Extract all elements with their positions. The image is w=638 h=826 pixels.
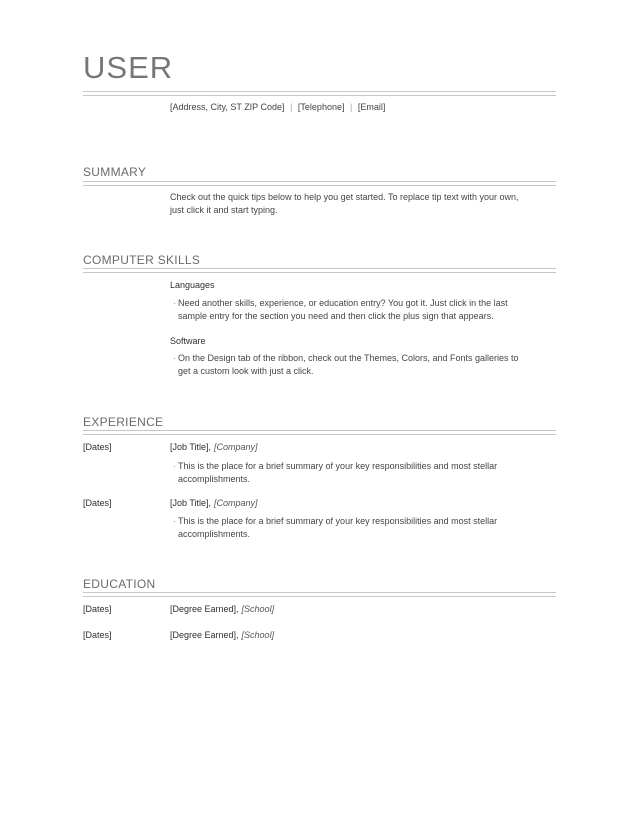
contact-telephone[interactable]: [Telephone] xyxy=(297,102,345,112)
education-dates[interactable]: [Dates] xyxy=(83,630,112,640)
school-name[interactable]: [School] xyxy=(241,604,275,614)
experience-bullet-text: This is the place for a brief summary of your key responsibilities and most stellar accomplishments. xyxy=(178,461,498,484)
contact-separator: | xyxy=(290,102,293,112)
summary-text[interactable]: Check out the quick tips below to help you get started. To replace tip text with your own, just click it and start typing. xyxy=(170,192,519,215)
contact-address[interactable]: [Address, City, ST ZIP Code] xyxy=(170,102,285,112)
bullet-dot-icon: · xyxy=(173,298,176,308)
education-entry-head xyxy=(170,604,274,614)
summary-heading[interactable]: SUMMARY xyxy=(83,165,147,179)
skills-bullet-software[interactable] xyxy=(170,352,530,378)
bullet-dot-icon: · xyxy=(173,461,176,471)
skills-bullet-text: Need another skills, experience, or education entry? You got it. Just click in the last sample entry for the section you need and then click the plus sign that appears. xyxy=(178,298,508,321)
resume-name[interactable]: USER xyxy=(83,50,174,85)
experience-dates[interactable]: [Dates] xyxy=(83,442,112,452)
computer-skills-divider xyxy=(83,268,556,273)
experience-entry-head xyxy=(170,498,258,508)
skills-group-heading-languages[interactable]: Languages xyxy=(170,280,215,290)
skills-bullet-languages[interactable] xyxy=(170,297,530,323)
contact-separator: | xyxy=(349,102,353,112)
education-dates[interactable]: [Dates] xyxy=(83,604,112,614)
summary-divider xyxy=(83,181,556,186)
contact-email[interactable]: [Email] xyxy=(357,102,386,112)
experience-divider xyxy=(83,430,556,435)
experience-entry-head xyxy=(170,442,258,452)
experience-heading[interactable]: EXPERIENCE xyxy=(83,415,164,429)
degree-earned[interactable]: [Degree Earned], xyxy=(170,604,239,614)
header-divider xyxy=(83,91,556,96)
computer-skills-heading[interactable]: COMPUTER SKILLS xyxy=(83,253,201,267)
degree-earned[interactable]: [Degree Earned], xyxy=(170,630,239,640)
education-heading[interactable]: EDUCATION xyxy=(83,577,156,591)
school-name[interactable]: [School] xyxy=(241,630,275,640)
job-title[interactable]: [Job Title], xyxy=(170,442,212,452)
company-name[interactable]: [Company] xyxy=(214,498,258,508)
experience-bullet-text: This is the place for a brief summary of your key responsibilities and most stellar accomplishments. xyxy=(178,516,498,539)
job-title[interactable]: [Job Title], xyxy=(170,498,212,508)
skills-bullet-text: On the Design tab of the ribbon, check out the Themes, Colors, and Fonts galleries to get a custom look with just a click. xyxy=(178,353,519,376)
company-name[interactable]: [Company] xyxy=(214,442,258,452)
experience-dates[interactable]: [Dates] xyxy=(83,498,112,508)
skills-group-heading-software[interactable]: Software xyxy=(170,336,206,346)
bullet-dot-icon: · xyxy=(173,353,176,363)
education-entry-head xyxy=(170,630,274,640)
contact-line xyxy=(170,102,385,112)
bullet-dot-icon: · xyxy=(173,516,176,526)
experience-bullet[interactable] xyxy=(170,460,530,486)
education-divider xyxy=(83,592,556,597)
experience-bullet[interactable] xyxy=(170,515,530,541)
